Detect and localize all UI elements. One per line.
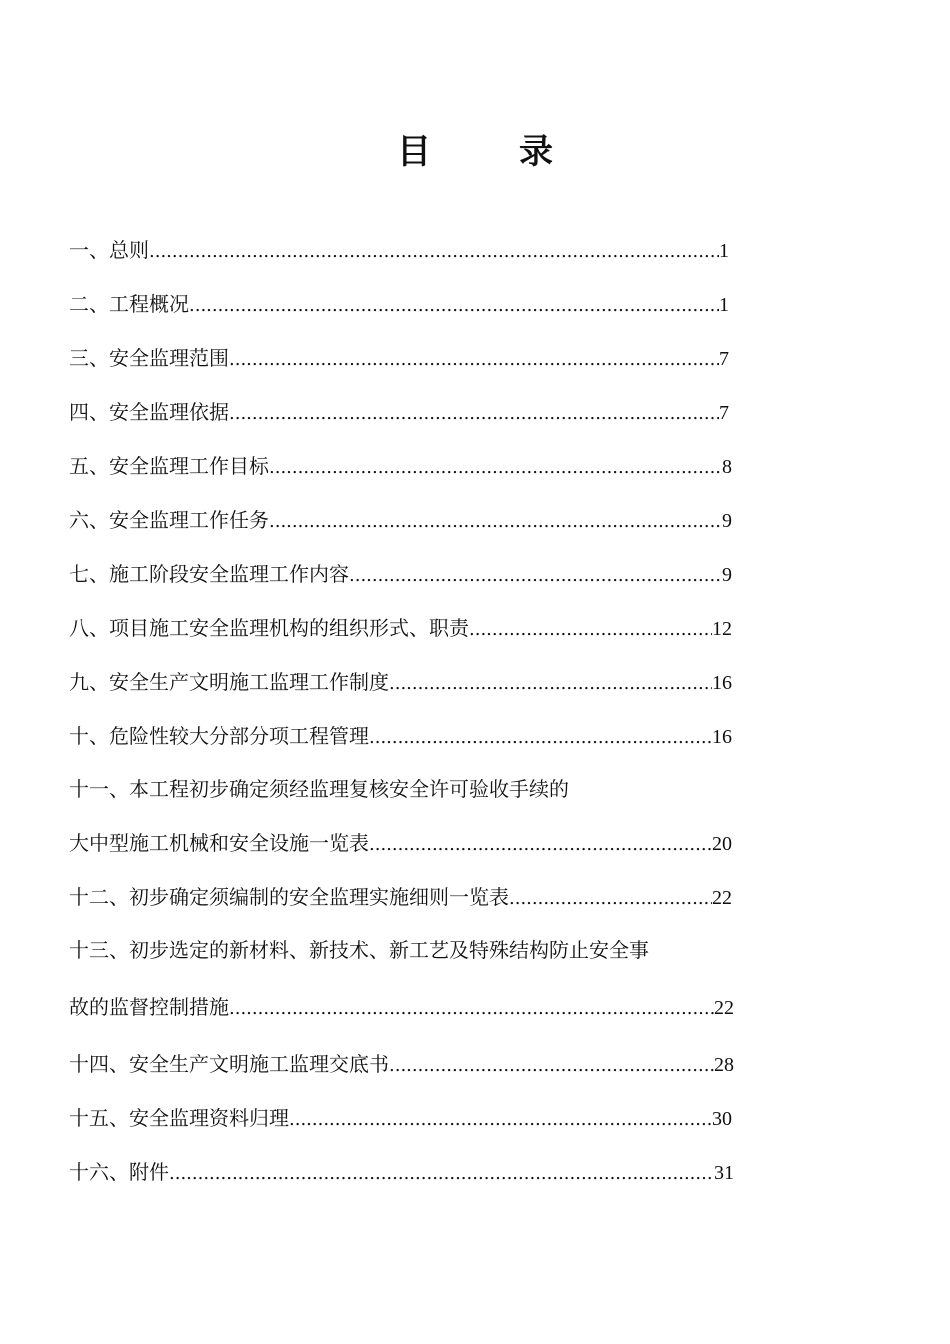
toc-entry-label: 十五、安全监理资料归理	[69, 1106, 289, 1130]
toc-entry-first-line[interactable]: 十一、本工程初步确定须经监理复核安全许可验收手续的	[69, 777, 569, 801]
toc-leader-dots	[149, 237, 719, 267]
toc-entry-page: 1	[719, 240, 729, 262]
toc-entry-label: 三、安全监理范围	[69, 346, 229, 370]
title-char-2: 录	[519, 132, 553, 172]
toc-entry[interactable]	[69, 397, 729, 427]
toc-leader-dots	[289, 1105, 712, 1135]
toc-entry[interactable]	[69, 1157, 734, 1187]
toc-entry-label: 二、工程概况	[69, 292, 189, 316]
toc-entry[interactable]	[69, 1103, 732, 1133]
toc-entry[interactable]	[69, 613, 732, 643]
toc-entry[interactable]	[69, 992, 734, 1022]
toc-leader-dots	[229, 345, 719, 375]
toc-entry-page: 31	[714, 1162, 734, 1184]
toc-entry-label: 八、项目施工安全监理机构的组织形式、职责	[69, 616, 469, 640]
toc-entry[interactable]	[69, 667, 732, 697]
toc-entry[interactable]	[69, 343, 729, 373]
toc-entry-page: 30	[712, 1108, 732, 1130]
toc-entry-page: 16	[712, 672, 732, 694]
toc-entry[interactable]	[69, 451, 732, 481]
toc-entry-label: 四、安全监理依据	[69, 400, 229, 424]
toc-entry-label: 十四、安全生产文明施工监理交底书	[69, 1052, 389, 1076]
toc-entry-label: 十二、初步确定须编制的安全监理实施细则一览表	[69, 885, 509, 909]
toc-entry-page: 20	[712, 833, 732, 855]
toc-entry[interactable]	[69, 289, 729, 319]
toc-entry-label: 大中型施工机械和安全设施一览表	[69, 831, 369, 855]
toc-entry[interactable]	[69, 882, 732, 912]
toc-entry-page: 28	[714, 1054, 734, 1076]
toc-entry-label: 五、安全监理工作目标	[69, 454, 269, 478]
toc-entry-page: 12	[712, 618, 732, 640]
toc-leader-dots	[189, 291, 719, 321]
toc-leader-dots	[229, 994, 714, 1024]
toc-leader-dots	[229, 399, 719, 429]
toc-entry[interactable]	[69, 721, 732, 751]
toc-leader-dots	[389, 1051, 714, 1081]
toc-entry-page: 1	[719, 294, 729, 316]
toc-leader-dots	[269, 453, 722, 483]
toc-leader-dots	[369, 830, 712, 860]
toc-entry-label: 六、安全监理工作任务	[69, 508, 269, 532]
toc-entry[interactable]	[69, 559, 732, 589]
toc-entry[interactable]	[69, 1049, 734, 1079]
toc-entry[interactable]	[69, 235, 729, 265]
toc-entry-first-line[interactable]: 十三、初步选定的新材料、新技术、新工艺及特殊结构防止安全事	[69, 938, 649, 962]
toc-entry-page: 7	[719, 348, 729, 370]
toc-leader-dots	[509, 884, 712, 914]
toc-leader-dots	[389, 669, 712, 699]
toc-entry-page: 9	[722, 564, 732, 586]
toc-entry[interactable]	[69, 505, 732, 535]
toc-entry-label: 九、安全生产文明施工监理工作制度	[69, 670, 389, 694]
toc-entry[interactable]	[69, 828, 732, 858]
toc-entry-page: 8	[722, 456, 732, 478]
title-char-1: 目	[397, 132, 431, 172]
page-title	[0, 128, 950, 176]
toc-entry-label: 一、总则	[69, 238, 149, 262]
toc-entry-page: 16	[712, 726, 732, 748]
toc-entry-page: 22	[712, 887, 732, 909]
toc-entry-label: 故的监督控制措施	[69, 995, 229, 1019]
toc-entry-page: 22	[714, 997, 734, 1019]
toc-entry-label: 十、危险性较大分部分项工程管理	[69, 724, 369, 748]
toc-leader-dots	[269, 507, 722, 537]
toc-entry-page: 7	[719, 402, 729, 424]
toc-leader-dots	[169, 1159, 714, 1189]
toc-entry-page: 9	[722, 510, 732, 532]
toc-leader-dots	[469, 615, 712, 645]
toc-leader-dots	[349, 561, 722, 591]
toc-entry-label: 七、施工阶段安全监理工作内容	[69, 562, 349, 586]
toc-leader-dots	[369, 723, 712, 753]
toc-entry-label: 十六、附件	[69, 1160, 169, 1184]
